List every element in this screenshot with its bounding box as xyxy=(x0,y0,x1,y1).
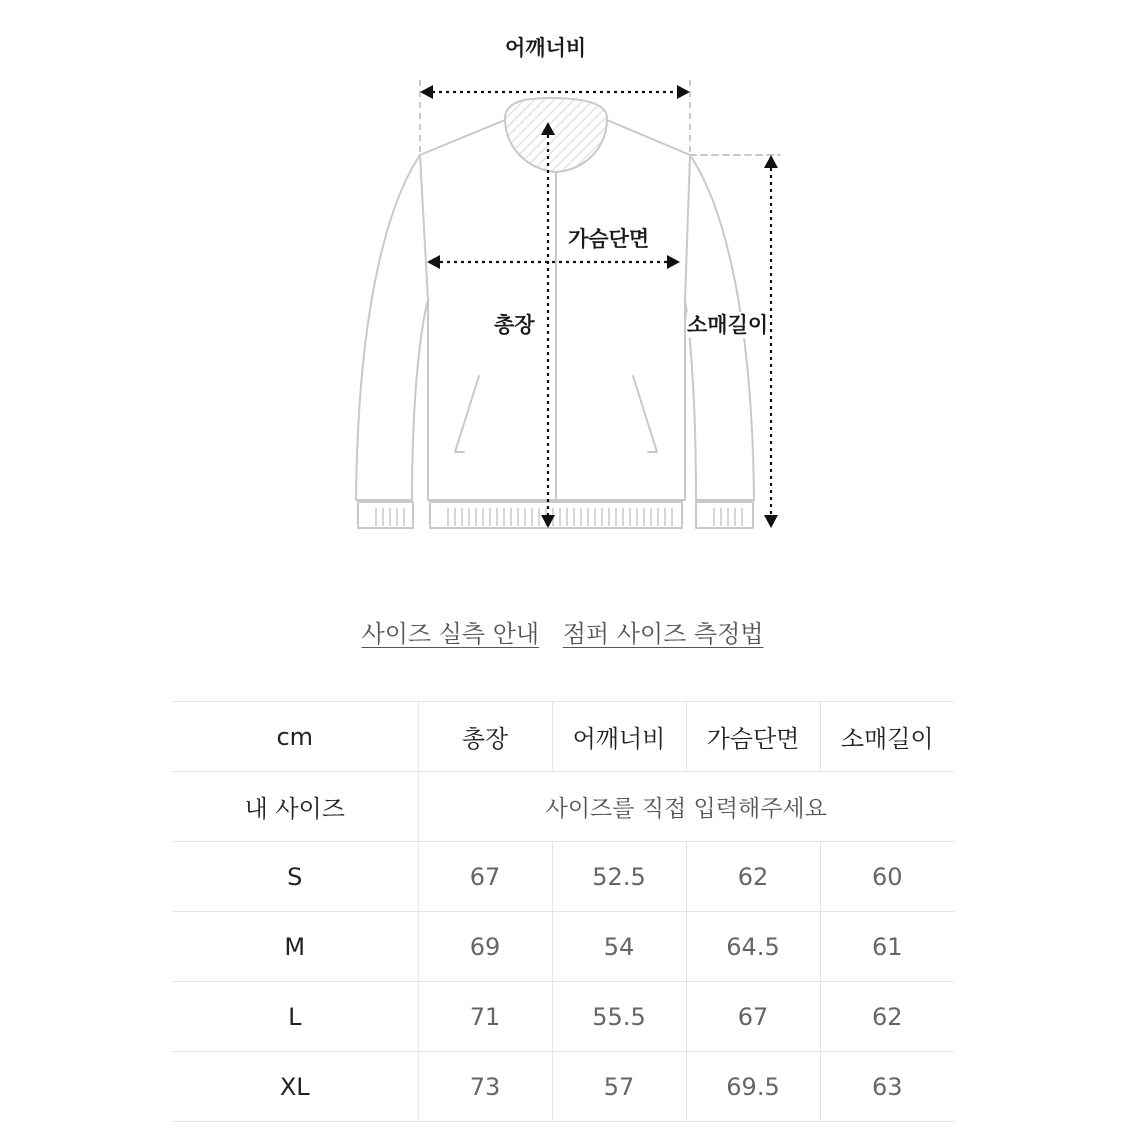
size-guide-link[interactable]: 사이즈 실측 안내 xyxy=(361,620,540,648)
table-row xyxy=(172,842,954,912)
shoulder-label: 어깨너비 xyxy=(505,36,587,60)
cell-sleeve: 61 xyxy=(820,912,954,982)
cell-shoulder: 52.5 xyxy=(552,842,686,912)
chest-label: 가슴단면 xyxy=(568,227,650,251)
shoulder-arrow-right xyxy=(677,85,690,99)
chest-arrow-right xyxy=(667,255,680,269)
cell-length: 69 xyxy=(418,912,552,982)
cell-length: 71 xyxy=(418,982,552,1052)
size-label: XL xyxy=(172,1052,418,1122)
cell-chest: 62 xyxy=(686,842,820,912)
cell-shoulder: 57 xyxy=(552,1052,686,1122)
size-label: S xyxy=(172,842,418,912)
my-size-label: 내 사이즈 xyxy=(172,772,418,842)
cell-chest: 69.5 xyxy=(686,1052,820,1122)
my-size-input[interactable]: 사이즈를 직접 입력해주세요 xyxy=(418,772,954,842)
measure-guide-link[interactable]: 점퍼 사이즈 측정법 xyxy=(562,620,764,648)
table-row xyxy=(172,1052,954,1122)
cell-chest: 67 xyxy=(686,982,820,1052)
size-label: M xyxy=(172,912,418,982)
cell-shoulder: 54 xyxy=(552,912,686,982)
collar xyxy=(505,98,607,172)
size-label: L xyxy=(172,982,418,1052)
size-table xyxy=(172,701,954,1122)
left-pocket xyxy=(455,376,479,452)
table-header-row xyxy=(172,702,954,772)
cell-length: 73 xyxy=(418,1052,552,1122)
column-header-shoulder: 어깨너비 xyxy=(552,702,686,772)
cell-sleeve: 60 xyxy=(820,842,954,912)
table-row xyxy=(172,982,954,1052)
unit-header: cm xyxy=(172,702,418,772)
right-cuff xyxy=(696,502,753,528)
column-header-sleeve: 소매길이 xyxy=(820,702,954,772)
shoulder-arrow-left xyxy=(420,85,433,99)
length-label: 총장 xyxy=(494,313,535,337)
column-header-length: 총장 xyxy=(418,702,552,772)
left-sleeve xyxy=(356,155,428,500)
table-row xyxy=(172,912,954,982)
sleeve-label: 소매길이 xyxy=(687,313,769,337)
chest-arrow-left xyxy=(427,255,440,269)
my-size-row xyxy=(172,772,954,842)
cell-shoulder: 55.5 xyxy=(552,982,686,1052)
column-header-chest: 가슴단면 xyxy=(686,702,820,772)
cell-chest: 64.5 xyxy=(686,912,820,982)
cell-sleeve: 63 xyxy=(820,1052,954,1122)
guide-links xyxy=(0,614,1125,649)
sleeve-arrow-top xyxy=(764,155,778,168)
cell-sleeve: 62 xyxy=(820,982,954,1052)
sleeve-arrow-bottom xyxy=(764,515,778,528)
cell-length: 67 xyxy=(418,842,552,912)
right-pocket xyxy=(633,376,657,452)
